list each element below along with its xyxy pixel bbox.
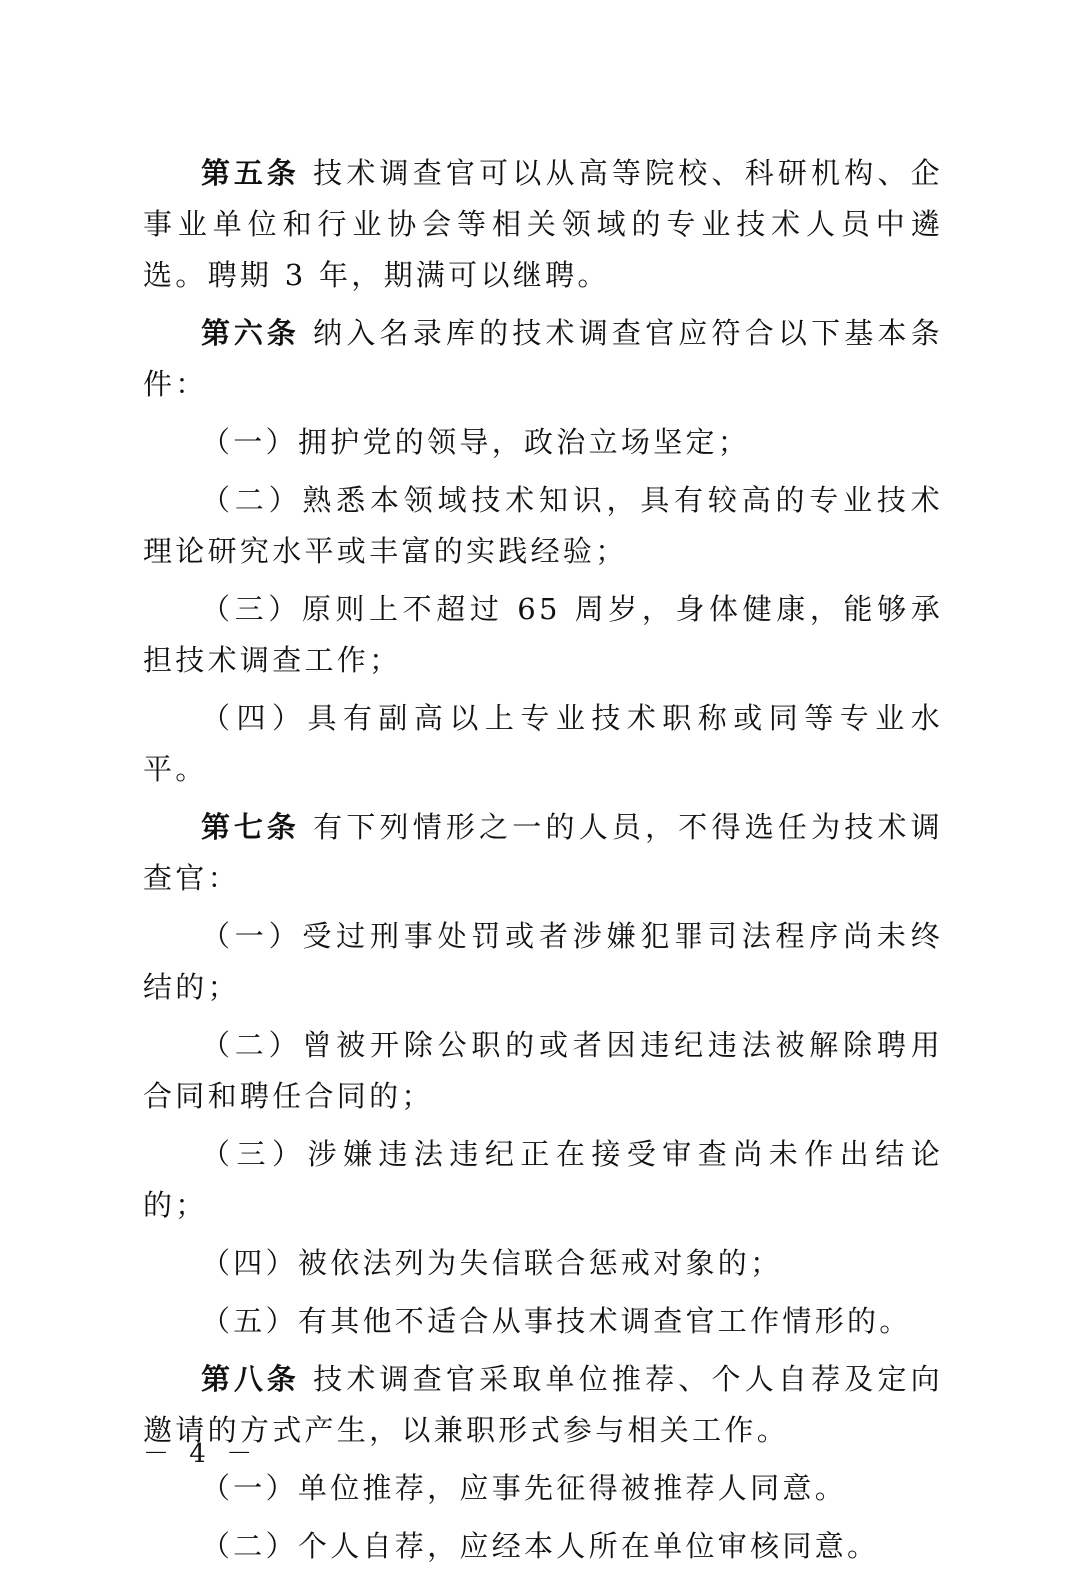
article-6-head: 第六条	[201, 316, 300, 350]
article-7-item-3: （三）涉嫌违法违纪正在接受审查尚未作出结论的；	[143, 1137, 943, 1222]
article-5	[143, 148, 943, 301]
article-7-item-4: （四）被依法列为失信联合惩戒对象的；	[201, 1246, 783, 1280]
document-body	[143, 148, 943, 1579]
article-7-item-2: （二）曾被开除公职的或者因违纪违法被解除聘用合同和聘任合同的；	[143, 1028, 943, 1113]
article-6-item-3: （三）原则上不超过 65 周岁，身体健康，能够承担技术调查工作；	[143, 592, 943, 677]
article-7-item-5: （五）有其他不适合从事技术调查官工作情形的。	[201, 1304, 912, 1338]
article-7-text: 有下列情形之一的人员，不得选任为技术调查官：	[143, 810, 943, 895]
article-6-item-1: （一）拥护党的领导，政治立场坚定；	[201, 425, 751, 459]
article-8	[143, 1354, 943, 1456]
article-8-head: 第八条	[201, 1362, 300, 1396]
article-8-item-1: （一）单位推荐，应事先征得被推荐人同意。	[201, 1471, 848, 1505]
article-8-item-2: （二）个人自荐，应经本人所在单位审核同意。	[201, 1529, 880, 1563]
page-number: － 4 －	[143, 1439, 259, 1469]
article-6-item-4: （四）具有副高以上专业技术职称或同等专业水平。	[143, 701, 943, 786]
article-6-text: 纳入名录库的技术调查官应符合以下基本条件：	[143, 316, 943, 401]
article-7-head: 第七条	[201, 810, 300, 844]
article-7	[143, 802, 943, 904]
article-5-text: 技术调查官可以从高等院校、科研机构、企事业单位和行业协会等相关领域的专业技术人员中遴选。聘期 3 年，期满可以继聘。	[143, 156, 943, 292]
article-6-item-2: （二）熟悉本领域技术知识，具有较高的专业技术理论研究水平或丰富的实践经验；	[143, 483, 943, 568]
article-6	[143, 308, 943, 410]
article-5-head: 第五条	[201, 156, 300, 190]
article-7-item-1: （一）受过刑事处罚或者涉嫌犯罪司法程序尚未终结的；	[143, 919, 943, 1004]
article-8-text: 技术调查官采取单位推荐、个人自荐及定向邀请的方式产生，以兼职形式参与相关工作。	[143, 1362, 943, 1447]
